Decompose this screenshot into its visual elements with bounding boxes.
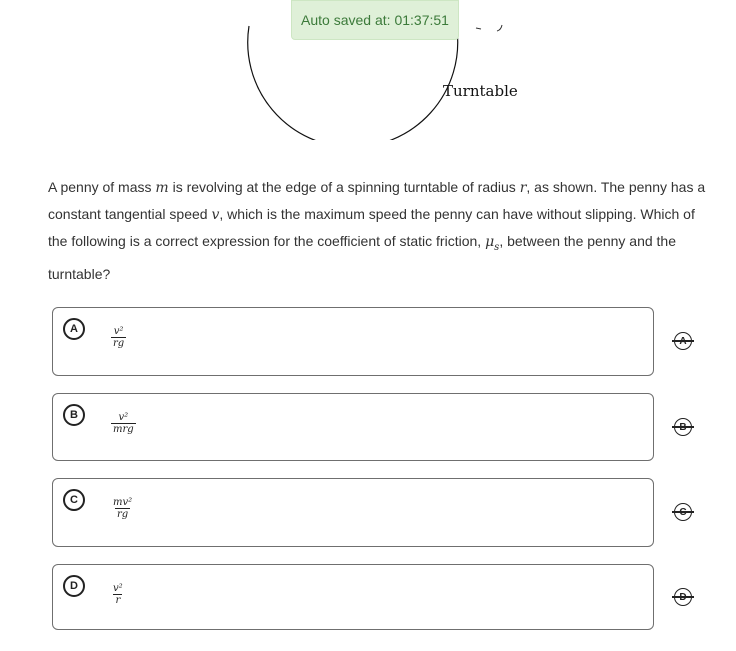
mass-symbol: m (155, 180, 169, 196)
question-text (48, 174, 714, 287)
fraction-denominator: mrg (113, 424, 134, 435)
choice-d[interactable] (52, 564, 654, 630)
choice-expression (111, 497, 134, 520)
question-text-part: , which is the maximum speed the penny can have without slipping. Which of the following is a correct expression for the coefficient of static friction, (48, 206, 695, 249)
fraction-denominator: rg (116, 509, 129, 520)
speed-symbol: v (211, 207, 220, 223)
choice-letter-badge: A (63, 318, 85, 340)
question-text-part: is revolving at the edge of a spinning turntable of radius (168, 179, 520, 195)
strikeout-a-button[interactable] (672, 330, 694, 352)
choice-expression (111, 326, 126, 349)
choice-b[interactable] (52, 393, 654, 461)
fraction-numerator: mv² (113, 497, 133, 508)
mu-symbol: μ (485, 234, 495, 250)
choice-c[interactable] (52, 478, 654, 547)
fraction-numerator: v² (113, 326, 124, 337)
turntable-circle-arc (248, 26, 458, 140)
strikeout-line-icon (672, 596, 694, 598)
fraction-numerator: v² (113, 583, 123, 594)
fraction-denominator: r (115, 595, 121, 606)
radius-symbol: r (519, 180, 527, 196)
strikeout-line-icon (672, 426, 694, 428)
turntable-label: Turntable (443, 82, 518, 100)
question-text-part: , between the penny and the turntable? (48, 233, 677, 282)
strikeout-c-button[interactable] (672, 501, 694, 523)
choice-a[interactable] (52, 307, 654, 376)
fraction-denominator: rg (113, 338, 125, 349)
strikeout-line-icon (672, 340, 694, 342)
turntable-arc-fragment (476, 25, 502, 31)
question-text-part: , as shown. The penny has a constant tangential speed (48, 179, 706, 222)
choice-letter-badge: D (63, 575, 85, 597)
mu-subscript: s (494, 241, 500, 253)
choice-expression (111, 412, 136, 435)
choice-letter-badge: B (63, 404, 85, 426)
choice-letter-badge: C (63, 489, 85, 511)
strikeout-line-icon (672, 511, 694, 513)
strikeout-d-button[interactable] (672, 586, 694, 608)
strikeout-b-button[interactable] (672, 416, 694, 438)
choice-expression (111, 583, 125, 606)
autosave-banner: Auto saved at: 01:37:51 (291, 0, 459, 40)
fraction-numerator: v² (118, 412, 129, 423)
question-text-part: A penny of mass (48, 179, 156, 195)
